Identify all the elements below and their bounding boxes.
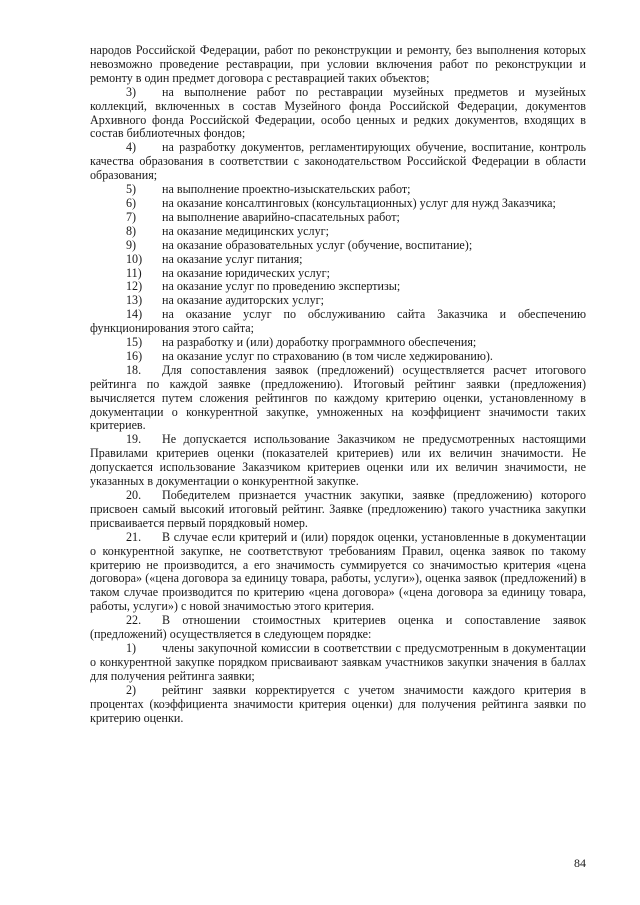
item-text: на оказание услуг питания; bbox=[162, 251, 303, 266]
item-text: на оказание аудиторских услуг; bbox=[162, 293, 324, 308]
paragraph-number: 2) bbox=[126, 682, 137, 697]
list-item bbox=[90, 294, 586, 308]
item-number: 16) bbox=[126, 348, 143, 363]
list-item bbox=[90, 225, 586, 239]
paragraph-text: на разработку документов, регламентирующих обучение, воспитание, контроль качества образования в соответствии с законодательством Российской Федерации в области образования; bbox=[90, 140, 586, 183]
item-number: 11) bbox=[126, 265, 142, 280]
item-number: 7) bbox=[126, 209, 137, 224]
item-text: на оказание услуг по страхованию (в том числе хеджированию). bbox=[162, 348, 493, 363]
paragraph-text: Не допускается использование Заказчиком не предусмотренных настоящими Правилами критериев оценки (показателей критериев) или их величин значимости. Не допускается использование Заказчиком критериев оценки или их величин значимости, не указанных в документации о конкурентной закупке. bbox=[90, 432, 586, 489]
list-item bbox=[90, 336, 586, 350]
paragraph-number: 14) bbox=[126, 307, 143, 322]
paragraph-text: В отношении стоимостных критериев оценка и сопоставление заявок (предложений) осуществляется в следующем порядке: bbox=[90, 613, 586, 642]
paragraph-number: 22. bbox=[126, 613, 142, 628]
paragraph-text: члены закупочной комиссии в соответствии с предусмотренным в документации о конкурентной закупке порядком присваивают заявкам участников закупки значения в баллах для получения рейтинга заявки; bbox=[90, 640, 586, 683]
numbered-paragraph bbox=[90, 684, 586, 726]
paragraph-text: В случае если критерий и (или) порядок оценки, установленные в документации о конкурентной закупке, не соответствуют требованиям Правил, оценка заявок по такому критерию не производится, а его значимость суммируется со значимостью критерия «цена договора» («цена договора за единицу товара, работы, услуги»), оценка заявок (предложений) в таком случае производится по критерию «цена договора» («цена договора за единицу товара, работы, услуги») с новой значимостью этого критерия. bbox=[90, 529, 586, 614]
item-text: на оказание юридических услуг; bbox=[162, 265, 330, 280]
page-number: 84 bbox=[574, 856, 586, 870]
list-item bbox=[90, 239, 586, 253]
paragraph-text: Победителем признается участник закупки, заявке (предложению) которого присвоен самый высокий итоговый рейтинг. Заявке (предложению) такого участника закупки присваивается первый порядковый номер. bbox=[90, 488, 586, 530]
numbered-paragraph bbox=[90, 614, 586, 642]
item-number: 12) bbox=[126, 279, 143, 294]
item-number: 6) bbox=[126, 195, 137, 210]
paragraph-text: Для сопоставления заявок (предложений) осуществляется расчет итогового рейтинга по каждой заявке (предложению). Итоговый рейтинг заявки (предложения) вычисляется путем сложения рейтингов по каждому критерию оценки, установленному в документации о конкурентной закупке, умноженных на коэффициент значимости таких критериев. bbox=[90, 362, 586, 433]
numbered-paragraph bbox=[90, 531, 586, 614]
item-number: 5) bbox=[126, 182, 137, 197]
item-text: на оказание консалтинговых (консультационных) услуг для нужд Заказчика; bbox=[162, 195, 556, 210]
paragraph-number: 20. bbox=[126, 488, 142, 502]
item-text: на оказание образовательных услуг (обучение, воспитание); bbox=[162, 237, 473, 252]
numbered-paragraph bbox=[90, 489, 586, 531]
item-number: 8) bbox=[126, 223, 137, 238]
paragraph-number: 1) bbox=[126, 640, 137, 655]
list-item bbox=[90, 183, 586, 197]
paragraph-number: 21. bbox=[126, 529, 142, 544]
paragraph-text: на выполнение работ по реставрации музейных предметов и музейных коллекций, включенных в состав Музейного фонда Российской Федерации, документов Архивного фонда Российской Федерации, особо ценных и редких документов, входящих в состав библиотечных фондов; bbox=[90, 84, 586, 141]
paragraph-text: народов Российской Федерации, работ по реконструкции и ремонту, без выполнения которых невозможно проведение реставрации, при условии включения работ по реконструкции и ремонту в один предмет договора с реставрацией таких объектов; bbox=[90, 43, 586, 85]
item-number: 13) bbox=[126, 293, 143, 308]
paragraph-text: на оказание услуг по обслуживанию сайта Заказчика и обеспечению функционирования этого сайта; bbox=[90, 307, 586, 336]
paragraph-number: 19. bbox=[126, 432, 142, 447]
paragraph-number: 18. bbox=[126, 362, 142, 377]
item-text: на оказание услуг по проведению экспертизы; bbox=[162, 279, 401, 294]
numbered-paragraph bbox=[90, 308, 586, 336]
list-item bbox=[90, 253, 586, 267]
item-number: 9) bbox=[126, 237, 137, 252]
document-body bbox=[90, 44, 586, 725]
item-number: 15) bbox=[126, 335, 143, 350]
numbered-paragraph bbox=[90, 86, 586, 142]
item-text: на выполнение аварийно-спасательных работ; bbox=[162, 209, 400, 224]
paragraph-text: рейтинг заявки корректируется с учетом значимости каждого критерия в процентах (коэффициента значимости критерия оценки) для получения рейтинга заявки по критерию оценки. bbox=[90, 682, 586, 725]
item-text: на оказание медицинских услуг; bbox=[162, 223, 329, 238]
list-item bbox=[90, 211, 586, 225]
paragraph-number: 3) bbox=[126, 84, 137, 99]
numbered-paragraph bbox=[90, 642, 586, 684]
item-number: 10) bbox=[126, 251, 143, 266]
list-item bbox=[90, 350, 586, 364]
numbered-paragraph bbox=[90, 141, 586, 183]
list-item bbox=[90, 197, 586, 211]
item-text: на выполнение проектно-изыскательских работ; bbox=[162, 182, 411, 197]
numbered-paragraph bbox=[90, 364, 586, 434]
continued-paragraph bbox=[90, 44, 586, 86]
paragraph-number: 4) bbox=[126, 140, 137, 155]
numbered-paragraph bbox=[90, 433, 586, 489]
list-item bbox=[90, 280, 586, 294]
item-text: на разработку и (или) доработку программного обеспечения; bbox=[162, 335, 477, 350]
list-item bbox=[90, 267, 586, 281]
